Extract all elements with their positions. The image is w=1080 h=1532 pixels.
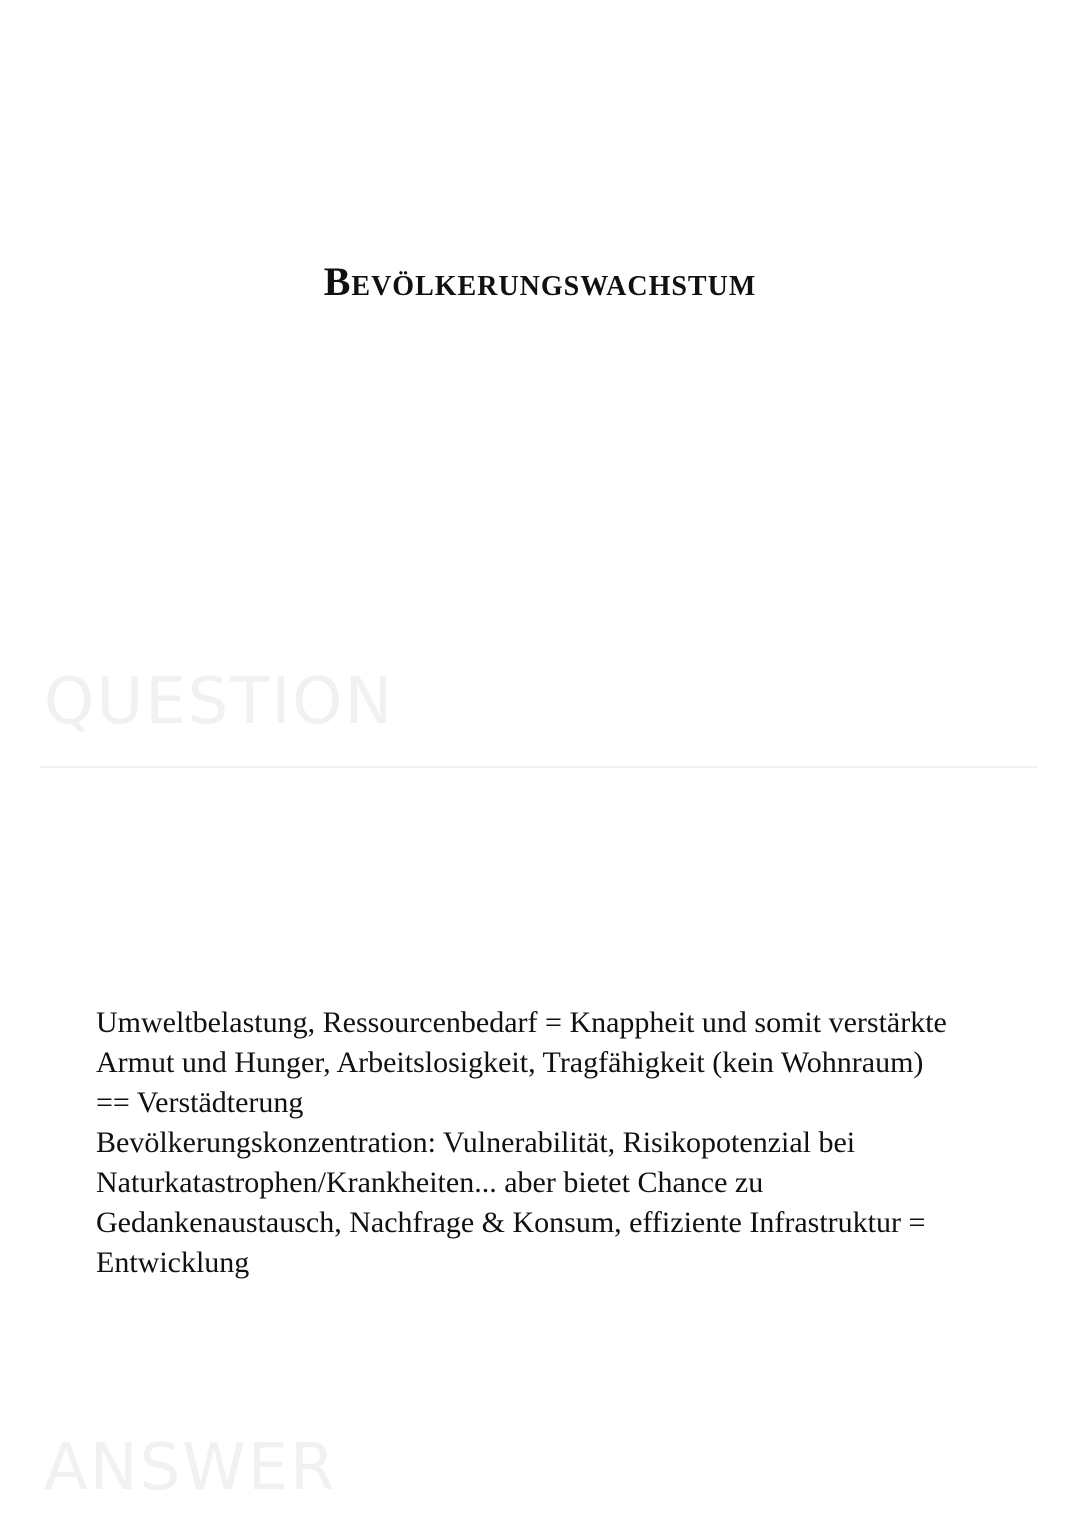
answer-text	[96, 1003, 1016, 1283]
answer-line: Gedankenaustausch, Nachfrage & Konsum, effiziente Infrastruktur =	[96, 1206, 926, 1239]
question-label: QUESTION	[44, 665, 395, 739]
answer-line: Naturkatastrophen/Krankheiten... aber bietet Chance zu	[96, 1166, 764, 1199]
answer-line: Bevölkerungskonzentration: Vulnerabilität, Risikopotenzial bei	[96, 1126, 856, 1159]
answer-line: Umweltbelastung, Ressourcenbedarf = Knappheit und somit verstärkte	[96, 1006, 947, 1039]
answer-line: == Verstädterung	[96, 1086, 304, 1119]
answer-label: ANSWER	[44, 1431, 337, 1505]
question-title: Bevölkerungswachstum	[323, 259, 757, 304]
answer-line: Armut und Hunger, Arbeitslosigkeit, Tragfähigkeit (kein Wohnraum)	[96, 1046, 924, 1079]
answer-line: Entwicklung	[96, 1246, 250, 1279]
card-divider	[40, 766, 1038, 768]
